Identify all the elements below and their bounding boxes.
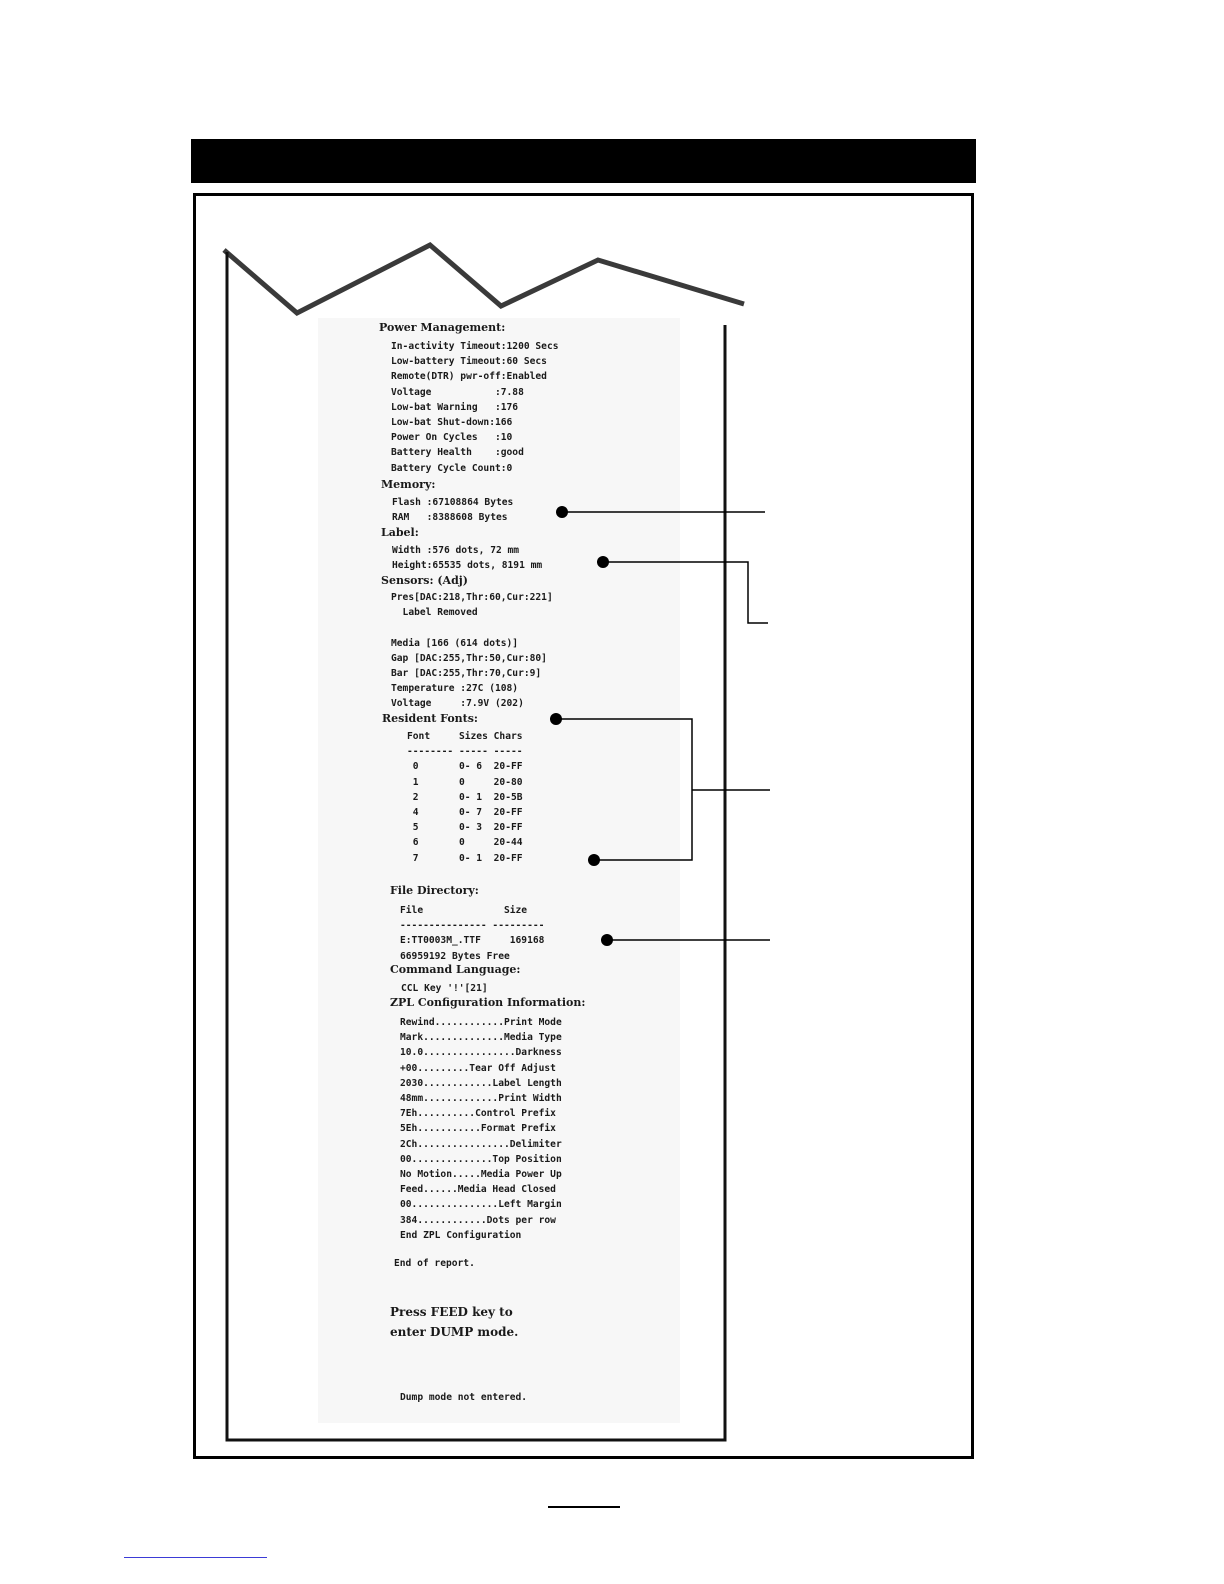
callout-dot-fonts-bottom xyxy=(588,854,600,866)
power-management-heading: Power Management: xyxy=(379,321,506,334)
label-lines: Width :576 dots, 72 mm Height:65535 dots, 8191 mm xyxy=(392,545,543,572)
callout-dot-label xyxy=(597,556,609,568)
callout-line-label xyxy=(603,562,768,623)
file-directory-table: File Size --------------- --------- E:TT0003M_.TTF 169168 66959192 Bytes Free xyxy=(400,905,545,962)
sensors-heading: Sensors: (Adj) xyxy=(381,574,468,587)
file-directory-heading: File Directory: xyxy=(390,884,479,897)
sensors-lines: Pres[DAC:218,Thr:60,Cur:221] Label Removed Media [166 (614 dots)] Gap [DAC:255,Thr:50,Cur:80] Bar [DAC:255,Thr:70,Cur:9] Temperature :27C (108) Voltage :7.9V (202) xyxy=(391,592,553,710)
end-of-report-line: End of report. xyxy=(394,1258,475,1269)
page-footer-rule xyxy=(548,1506,620,1508)
zpl-configuration-heading: ZPL Configuration Information: xyxy=(390,996,586,1009)
torn-edge-line xyxy=(224,245,744,313)
label-heading: Label: xyxy=(381,526,419,539)
command-language-line: CCL Key '!'[21] xyxy=(401,983,488,994)
callout-dot-files xyxy=(601,934,613,946)
command-language-heading: Command Language: xyxy=(390,963,521,976)
callout-dot-memory xyxy=(556,506,568,518)
callout-dot-fonts-top xyxy=(550,713,562,725)
memory-heading: Memory: xyxy=(381,478,436,491)
press-feed-instruction: Press FEED key to enter DUMP mode. xyxy=(390,1305,519,1339)
resident-fonts-heading: Resident Fonts: xyxy=(382,712,478,725)
footer-link-underline xyxy=(124,1557,267,1558)
memory-lines: Flash :67108864 Bytes RAM :8388608 Bytes xyxy=(392,497,514,524)
dump-mode-line: Dump mode not entered. xyxy=(400,1392,528,1403)
callout-line-fonts xyxy=(556,719,692,860)
zpl-configuration-lines: Rewind............Print Mode Mark..............Media Type 10.0................Darkness +00.........Tear Off Adjust 2030............Label Length 48mm.............Print Width 7Eh..........Control Prefix 5Eh...........Format Prefix 2Ch................Delimiter 00..............Top Position No Motion.....Media Power Up Feed......Media Head Closed 00...............Left Margin 384............Dots per row End ZPL Configuration xyxy=(400,1017,562,1241)
power-management-lines: In-activity Timeout:1200 Secs Low-battery Timeout:60 Secs Remote(DTR) pwr-off:Enabled Voltage :7.88 Low-bat Warning :176 Low-bat Shut-down:166 Power On Cycles :10 Battery Health :good Battery Cycle Count:0 xyxy=(391,341,559,474)
resident-fonts-table: Font Sizes Chars -------- ----- ----- 0 0- 6 20-FF 1 0 20-80 2 0- 1 20-5B 4 0- 7 20-FF 5 0- 3 20-FF 6 0 20-44 7 0- 1 20-FF xyxy=(407,731,523,864)
